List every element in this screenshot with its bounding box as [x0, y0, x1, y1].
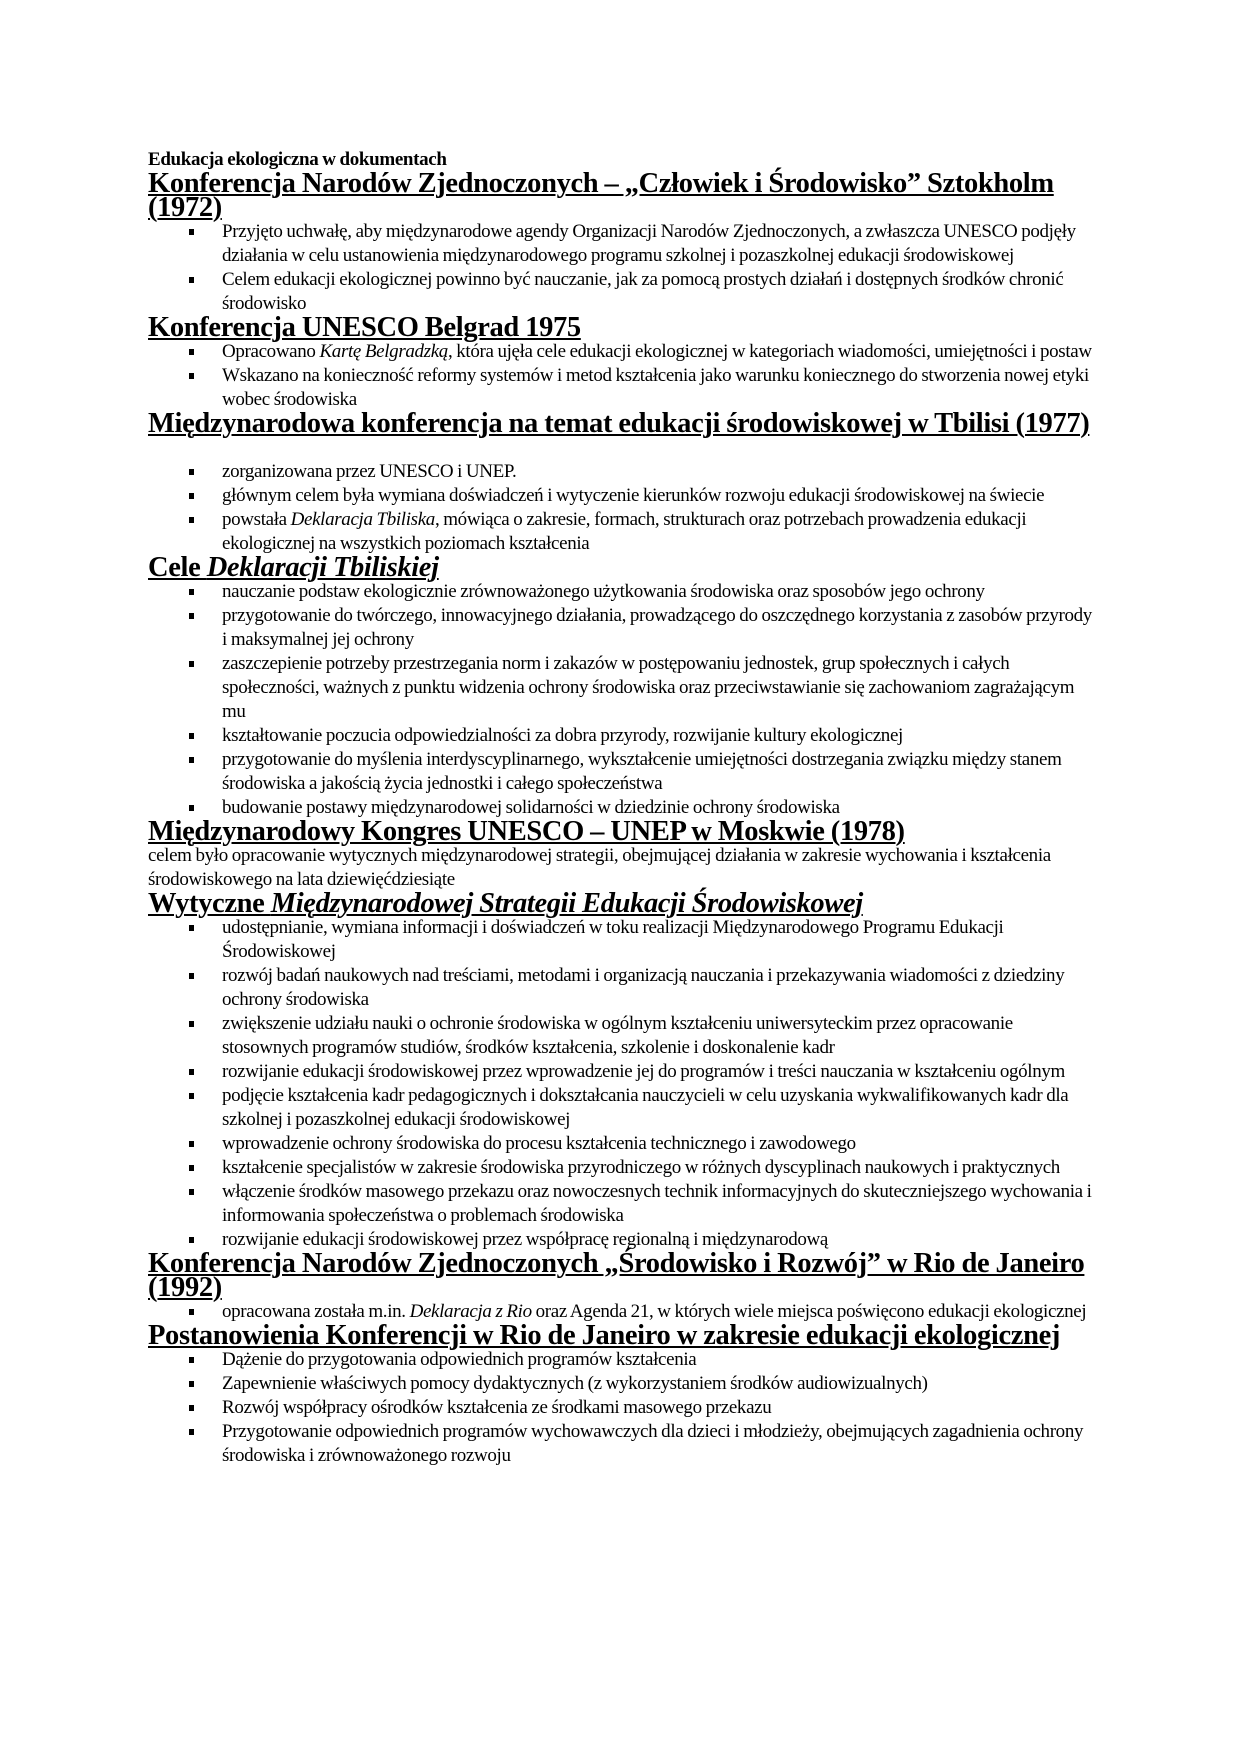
list-item: przygotowanie do twórczego, innowacyjnego działania, prowadzącego do oszczędnego korzystania z zasobów przyrody i maksymalnej jej ochrony — [148, 604, 1098, 652]
bullet-icon — [189, 1429, 194, 1435]
bullet-icon — [189, 589, 194, 595]
section-heading-tbilisi-goals: Cele Deklaracji Tbiliskiej — [148, 552, 439, 583]
list-item: nauczanie podstaw ekologicznie zrównoważonego użytkowania środowiska oraz sposobów jego ochrony — [148, 580, 1098, 604]
section-heading-stockholm: Konferencja Narodów Zjednoczonych – „Człowiek i Środowisko” Sztokholm (1972) — [148, 168, 1054, 223]
bullet-icon — [189, 1141, 194, 1147]
list-item: Rozwój współpracy ośrodków kształcenia ze środkami masowego przekazu — [148, 1396, 1098, 1420]
bullet-icon — [189, 1357, 194, 1363]
bullet-icon — [189, 1021, 194, 1027]
bullet-icon — [189, 613, 194, 619]
bullet-list-strategy-guidelines — [148, 916, 1098, 1252]
list-item: udostępnianie, wymiana informacji i doświadczeń w toku realizacji Międzynarodowego Programu Edukacji Środowiskowej — [148, 916, 1098, 964]
moscow-paragraph: celem było opracowanie wytycznych międzynarodowej strategii, obejmującej działania w zakresie wychowania i kształcenia środowiskowego na lata dziewięćdziesiąte — [148, 845, 1051, 890]
list-item: kształtowanie poczucia odpowiedzialności za dobra przyrody, rozwijanie kultury ekologicznej — [148, 724, 1098, 748]
bullet-list-rio — [148, 1300, 1098, 1324]
list-item: Przyjęto uchwałę, aby międzynarodowe agendy Organizacji Narodów Zjednoczonych, a zwłaszcza UNESCO podjęły działania w celu ustanowienia międzynarodowego programu szkolnej i pozaszkolnej edukacji środowiskowej — [148, 220, 1098, 268]
list-item: opracowana została m.in. Deklaracja z Rio oraz Agenda 21, w których wiele miejsca poświęcono edukacji ekologicznej — [148, 1300, 1098, 1324]
list-item: Przygotowanie odpowiednich programów wychowawczych dla dzieci i młodzieży, obejmujących zagadnienia ochrony środowiska i zrównoważonego rozwoju — [148, 1420, 1098, 1468]
list-item: Zapewnienie właściwych pomocy dydaktycznych (z wykorzystaniem środków audiowizualnych) — [148, 1372, 1098, 1396]
list-item: Celem edukacji ekologicznej powinno być nauczanie, jak za pomocą prostych działań i dostępnych środków chronić środowisko — [148, 268, 1098, 316]
list-item: budowanie postawy międzynarodowej solidarności w dziedzinie ochrony środowiska — [148, 796, 1098, 820]
list-item: rozwój badań naukowych nad treściami, metodami i organizacją nauczania i przekazywania wiadomości z dziedziny ochrony środowiska — [148, 964, 1098, 1012]
bullet-icon — [189, 1237, 194, 1243]
list-item: podjęcie kształcenia kadr pedagogicznych i dokształcania nauczycieli w celu uzyskania wykwalifikowanych kadr dla szkolnej i pozaszkolnej edukacji środowiskowej — [148, 1084, 1098, 1132]
bullet-icon — [189, 373, 194, 379]
list-item: rozwijanie edukacji środowiskowej przez wprowadzenie jej do programów i treści nauczania w kształceniu ogólnym — [148, 1060, 1098, 1084]
bullet-icon — [189, 517, 194, 523]
bullet-list-stockholm — [148, 220, 1098, 316]
bullet-icon — [189, 925, 194, 931]
section-heading-strategy-guidelines: Wytyczne Międzynarodowej Strategii Edukacji Środowiskowej — [148, 888, 863, 919]
bullet-icon — [189, 1381, 194, 1387]
list-item: zorganizowana przez UNESCO i UNEP. — [148, 460, 1098, 484]
bullet-icon — [189, 973, 194, 979]
bullet-icon — [189, 349, 194, 355]
list-item: Wskazano na konieczność reformy systemów i metod kształcenia jako warunku koniecznego do stworzenia nowej etyki wobec środowiska — [148, 364, 1098, 412]
list-item: Opracowano Kartę Belgradzką, która ujęła cele edukacji ekologicznej w kategoriach wiadomości, umiejętności i postaw — [148, 340, 1098, 364]
bullet-icon — [189, 229, 194, 235]
bullet-icon — [189, 1093, 194, 1099]
list-item: rozwijanie edukacji środowiskowej przez współpracę regionalną i międzynarodową — [148, 1228, 1098, 1252]
bullet-icon — [189, 1165, 194, 1171]
list-item: przygotowanie do myślenia interdyscyplinarnego, wykształcenie umiejętności dostrzegania związku między stanem środowiska a jakością życia jednostki i całego społeczeństwa — [148, 748, 1098, 796]
document-page — [148, 148, 1098, 1468]
bullet-list-tbilisi-goals — [148, 580, 1098, 820]
bullet-icon — [189, 469, 194, 475]
section-heading-belgrade: Konferencja UNESCO Belgrad 1975 — [148, 312, 581, 343]
section-heading-tbilisi: Międzynarodowa konferencja na temat edukacji środowiskowej w Tbilisi (1977) — [148, 408, 1090, 439]
bullet-icon — [189, 493, 194, 499]
list-item: głównym celem była wymiana doświadczeń i wytyczenie kierunków rozwoju edukacji środowiskowej na świecie — [148, 484, 1098, 508]
bullet-icon — [189, 1309, 194, 1315]
section-heading-rio-resolutions: Postanowienia Konferencji w Rio de Janeiro w zakresie edukacji ekologicznej — [148, 1320, 1061, 1351]
bullet-icon — [189, 661, 194, 667]
list-item: kształcenie specjalistów w zakresie środowiska przyrodniczego w różnych dyscyplinach naukowych i praktycznych — [148, 1156, 1098, 1180]
list-item: wprowadzenie ochrony środowiska do procesu kształcenia technicznego i zawodowego — [148, 1132, 1098, 1156]
bullet-icon — [189, 733, 194, 739]
list-item: powstała Deklaracja Tbiliska, mówiąca o zakresie, formach, strukturach oraz potrzebach prowadzenia edukacji ekologicznej na wszystkich poziomach kształcenia — [148, 508, 1098, 556]
bullet-list-rio-resolutions — [148, 1348, 1098, 1468]
bullet-list-tbilisi — [148, 460, 1098, 556]
bullet-list-belgrade — [148, 340, 1098, 412]
section-heading-rio: Konferencja Narodów Zjednoczonych „Środowisko i Rozwój” w Rio de Janeiro (1992) — [148, 1248, 1085, 1303]
list-item: zaszczepienie potrzeby przestrzegania norm i zakazów w postępowaniu jednostek, grup społecznych i całych społeczności, ważnych z punktu widzenia ochrony środowiska oraz przeciwstawianie się zachowaniom zagrażającym mu — [148, 652, 1098, 724]
list-item: włączenie środków masowego przekazu oraz nowoczesnych technik informacyjnych do skuteczniejszego wychowania i informowania społeczeństwa o problemach środowiska — [148, 1180, 1098, 1228]
bullet-icon — [189, 277, 194, 283]
bullet-icon — [189, 805, 194, 811]
document-title: Edukacja ekologiczna w dokumentach — [148, 149, 447, 170]
bullet-icon — [189, 1405, 194, 1411]
bullet-icon — [189, 1069, 194, 1075]
list-item: Dążenie do przygotowania odpowiednich programów kształcenia — [148, 1348, 1098, 1372]
bullet-icon — [189, 1189, 194, 1195]
list-item: zwiększenie udziału nauki o ochronie środowiska w ogólnym kształceniu uniwersyteckim przez opracowanie stosownych programów studiów, środków kształcenia, szkolenie i doskonalenie kadr — [148, 1012, 1098, 1060]
section-heading-moscow: Międzynarodowy Kongres UNESCO – UNEP w Moskwie (1978) — [148, 816, 905, 847]
bullet-icon — [189, 757, 194, 763]
